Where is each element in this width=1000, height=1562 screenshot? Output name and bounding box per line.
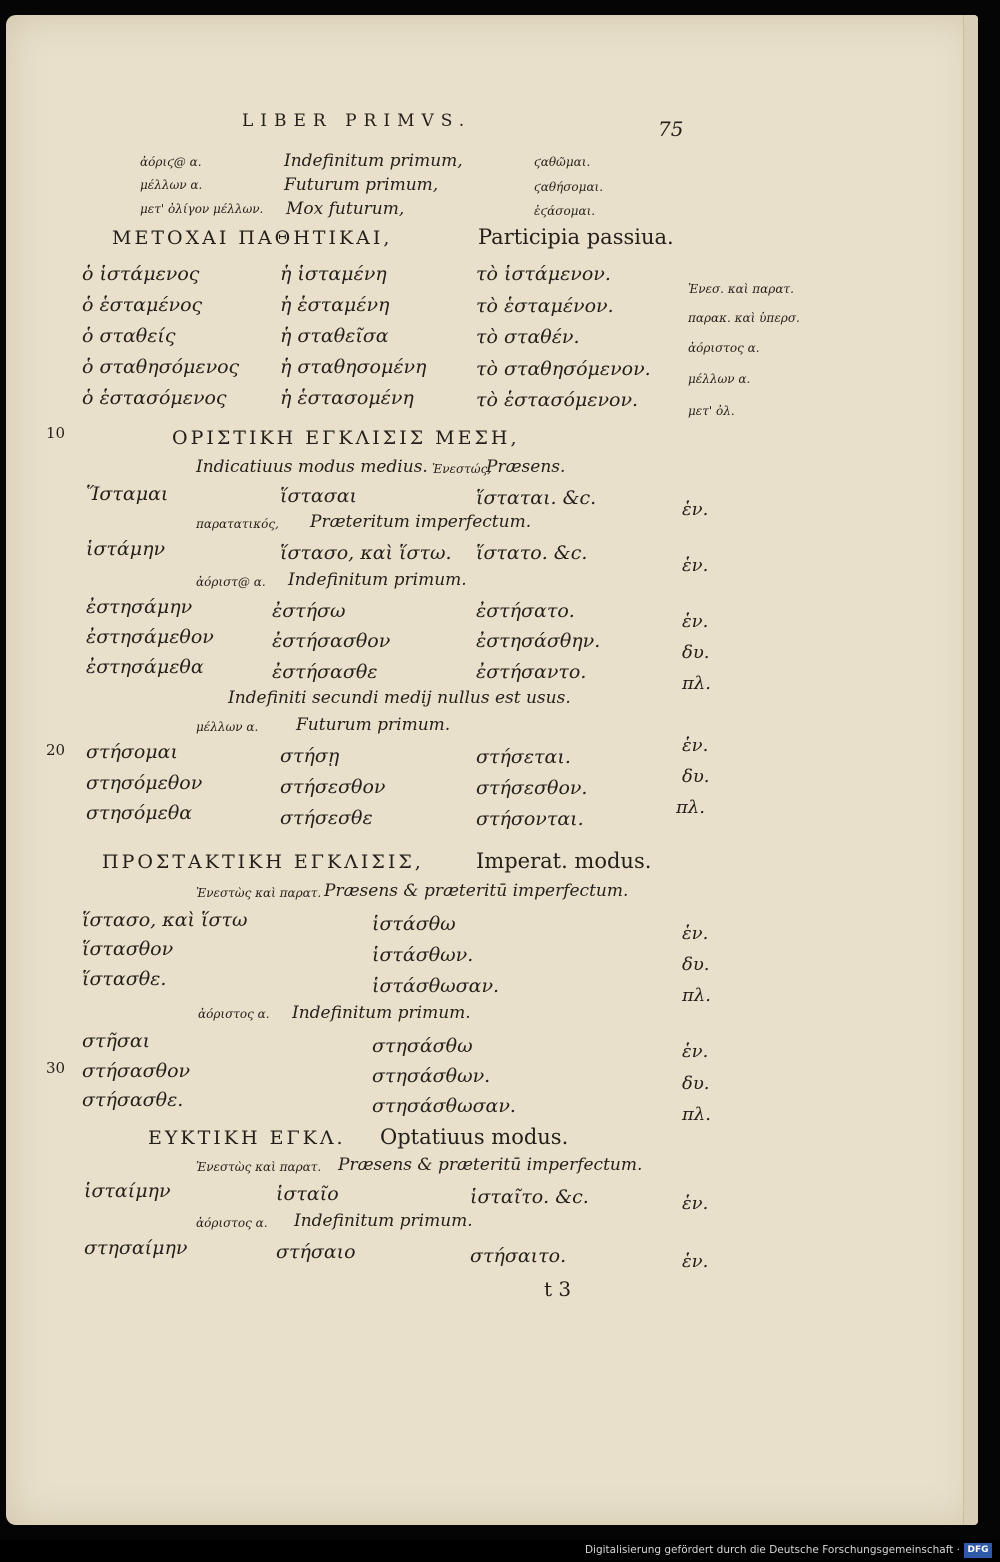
participle-masc-2: ὁ ἑσταμένος xyxy=(82,294,203,316)
number-sg-4: ἑν. xyxy=(682,735,709,756)
indicative-aorist-5: ἐστήσασθον xyxy=(272,630,391,652)
number-pl-4: πλ. xyxy=(682,1104,711,1125)
imperative-aorist-2: στησάσθω xyxy=(372,1035,473,1057)
number-pl-2: πλ. xyxy=(676,797,705,818)
indicative-aorist-4: ἐστησάμεθον xyxy=(86,626,214,648)
number-sg-1: ἑν. xyxy=(682,499,709,520)
futures-greek-1: ἀόριϛ@ α. xyxy=(140,155,202,169)
line-number-10: 10 xyxy=(46,424,66,442)
future-label-latin: Futurum primum. xyxy=(296,715,451,735)
optative-present-1: ἱσταίμην xyxy=(84,1180,171,1202)
number-du-3: δυ. xyxy=(682,954,710,975)
number-du-4: δυ. xyxy=(682,1073,710,1094)
number-du-2: δυ. xyxy=(682,766,710,787)
participle-note-4: μέλλων α. xyxy=(688,372,751,386)
metochai-heading: ΜΕΤΟΧΑΙ ΠΑΘΗΤΙΚΑΙ, xyxy=(112,227,393,249)
number-sg-6: ἑν. xyxy=(682,1041,709,1062)
line-number-20: 20 xyxy=(46,741,66,759)
indicative-aorist-8: ἐστήσασθε xyxy=(272,661,378,683)
euktike-heading-latin: Optatiuus modus. xyxy=(380,1125,569,1149)
optative-aorist-2: στήσαιο xyxy=(276,1241,356,1263)
indicative-present-2: ἵστασαι xyxy=(280,485,358,507)
participle-note-2: παρακ. καὶ ὑπερσ. xyxy=(688,311,800,325)
euktike-aorist-latin: Indefinitum primum. xyxy=(294,1211,473,1231)
euktike-sub-latin: Præsens & præteritū imperfectum. xyxy=(338,1155,643,1175)
participle-fem-3: ἡ σταθεῖσα xyxy=(280,325,389,347)
indicative-future-4: στησόμεθον xyxy=(86,772,203,794)
futures-latin-1: Indefinitum primum, xyxy=(284,151,463,171)
imperfect-label-greek: παρατατικός, xyxy=(196,517,279,531)
footer-bar xyxy=(0,1540,1000,1562)
page-number: 75 xyxy=(658,117,684,141)
optative-present-3: ἱσταῖτο. &c. xyxy=(470,1186,589,1208)
optative-aorist-3: στήσαιτο. xyxy=(470,1245,567,1267)
indicative-future-1: στήσομαι xyxy=(86,741,178,763)
number-sg-3: ἑν. xyxy=(682,611,709,632)
number-sg-5: ἑν. xyxy=(682,923,709,944)
indicative-future-3: στήσεται. xyxy=(476,746,571,768)
futures-latin-2: Futurum primum, xyxy=(284,175,439,195)
number-du-1: δυ. xyxy=(682,642,710,663)
participle-neut-5: τὸ ἑστασόμενον. xyxy=(476,389,639,411)
futures-greek-2: μέλλων α. xyxy=(140,178,203,192)
participle-masc-1: ὁ ἱστάμενος xyxy=(82,263,200,285)
footer-credit: Digitalisierung gefördert durch die Deutsche Forschungsgemeinschaft · xyxy=(584,1544,960,1556)
future-label-greek: μέλλων α. xyxy=(196,720,259,734)
participle-note-5: μετ' ὀλ. xyxy=(688,404,735,418)
imperative-aorist-5: στήσασθε. xyxy=(82,1089,184,1111)
imperative-present-6: ἱστάσθωσαν. xyxy=(372,975,500,997)
oristike-subheading-latin: Indicatiuus modus medius. xyxy=(196,457,428,477)
oristike-subheading-latin2: Præsens. xyxy=(486,457,566,477)
number-pl-3: πλ. xyxy=(682,985,711,1006)
number-sg-2: ἑν. xyxy=(682,555,709,576)
futures-greek-3: μετ' ὀλίγον μέλλων. xyxy=(140,202,264,216)
indicative-aorist-1: ἐστησάμην xyxy=(86,596,193,618)
imperative-present-5: ἵστασθε. xyxy=(82,968,167,990)
imperative-present-3: ἵστασθον xyxy=(82,938,174,960)
indicative-present-1: Ἵσταμαι xyxy=(86,483,169,505)
indicative-present-3: ἵσταται. &c. xyxy=(476,487,597,509)
imperative-aorist-1: στῆσαι xyxy=(82,1030,151,1052)
imperative-present-2: ἱστάσθω xyxy=(372,913,456,935)
participle-masc-4: ὁ σταθησόμενος xyxy=(82,356,240,378)
euktike-sub-greek: Ἐνεστὼς καὶ παρατ. xyxy=(196,1160,322,1174)
imperative-present-1: ἵστασο, καὶ ἵστω xyxy=(82,909,248,931)
imperfect-label-latin: Præteritum imperfectum. xyxy=(310,512,532,532)
imperative-aorist-4: στησάσθων. xyxy=(372,1065,491,1087)
dfg-logo[interactable]: DFG xyxy=(964,1543,992,1558)
indicative-aorist-6: ἐστησάσθην. xyxy=(476,630,601,652)
participle-neut-4: τὸ σταθησόμενον. xyxy=(476,358,651,380)
aorist-label-latin: Indefinitum primum. xyxy=(288,570,467,590)
participle-neut-2: τὸ ἑσταμένον. xyxy=(476,295,614,317)
aorist-label-greek: ἀόριστ@ α. xyxy=(196,575,266,589)
imperative-present-4: ἱστάσθων. xyxy=(372,944,474,966)
imperative-aorist-6: στησάσθωσαν. xyxy=(372,1095,516,1117)
participle-fem-2: ἡ ἑσταμένη xyxy=(280,294,390,316)
participle-note-1: Ἐνεσ. καὶ παρατ. xyxy=(688,282,794,296)
participle-neut-1: τὸ ἱστάμενον. xyxy=(476,263,611,285)
page-edge xyxy=(963,15,978,1525)
running-title: LIBER PRIMVS. xyxy=(242,111,472,131)
indicative-future-7: στησόμεθα xyxy=(86,802,193,824)
metochai-heading-latin: Participia passiua. xyxy=(478,225,674,249)
participle-neut-3: τὸ σταθέν. xyxy=(476,326,580,348)
participle-note-3: ἀόριστος α. xyxy=(688,341,760,355)
participle-fem-4: ἡ σταθησομένη xyxy=(280,356,427,378)
futures-right-2: ϛαθήσομαι. xyxy=(534,180,604,194)
prostaktike-aorist-greek: ἀόριστος α. xyxy=(198,1007,270,1021)
indicative-future-2: στήσῃ xyxy=(280,745,340,767)
oristike-heading: ΟΡΙΣΤΙΚΗ ΕΓΚΛΙΣΙΣ ΜΕΣΗ, xyxy=(172,427,520,449)
futures-right-3: ἑϛάσομαι. xyxy=(534,204,596,218)
prostaktike-aorist-latin: Indefinitum primum. xyxy=(292,1003,471,1023)
optative-aorist-1: στησαίμην xyxy=(84,1237,188,1259)
indicative-future-9: στήσονται. xyxy=(476,808,584,830)
indicative-imperfect-3: ἵστατο. &c. xyxy=(476,542,588,564)
prostaktike-heading-latin: Imperat. modus. xyxy=(476,849,652,873)
note-secundi: Indefiniti secundi medij nullus est usus. xyxy=(228,688,571,708)
participle-fem-1: ἡ ἱσταμένη xyxy=(280,263,387,285)
signature-mark: t 3 xyxy=(544,1277,572,1301)
optative-present-2: ἱσταῖο xyxy=(276,1183,339,1205)
imperative-aorist-3: στήσασθον xyxy=(82,1060,191,1082)
line-number-30: 30 xyxy=(46,1059,66,1077)
futures-right-1: ϛαθῶμαι. xyxy=(534,155,591,169)
indicative-future-5: στήσεσθον xyxy=(280,776,386,798)
prostaktike-sub-greek: Ἐνεστὼς καὶ παρατ. xyxy=(196,886,322,900)
euktike-aorist-greek: ἀόριστος α. xyxy=(196,1216,268,1230)
euktike-heading: ΕΥΚΤΙΚΗ ΕΓΚΛ. xyxy=(148,1127,346,1149)
number-sg-8: ἑν. xyxy=(682,1251,709,1272)
prostaktike-sub-latin: Præsens & præteritū imperfectum. xyxy=(324,881,629,901)
indicative-aorist-7: ἐστησάμεθα xyxy=(86,656,204,678)
book-page xyxy=(6,15,978,1525)
indicative-future-8: στήσεσθε xyxy=(280,807,373,829)
participle-masc-5: ὁ ἑστασόμενος xyxy=(82,387,227,409)
participle-fem-5: ἡ ἑστασομένη xyxy=(280,387,414,409)
number-sg-7: ἑν. xyxy=(682,1193,709,1214)
number-pl-1: πλ. xyxy=(682,673,711,694)
prostaktike-heading: ΠΡΟΣΤΑΚΤΙΚΗ ΕΓΚΛΙΣΙΣ, xyxy=(102,851,424,873)
indicative-imperfect-2: ἵστασο, καὶ ἵστω. xyxy=(280,542,452,564)
indicative-future-6: στήσεσθον. xyxy=(476,777,588,799)
indicative-aorist-2: ἐστήσω xyxy=(272,600,346,622)
futures-latin-3: Mox futurum, xyxy=(286,199,405,219)
participle-masc-3: ὁ σταθείς xyxy=(82,325,176,347)
indicative-aorist-9: ἐστήσαντο. xyxy=(476,661,587,683)
indicative-aorist-3: ἐστήσατο. xyxy=(476,600,575,622)
oristike-subheading-greek: Ἐνεστώς, xyxy=(432,462,492,476)
indicative-imperfect-1: ἱστάμην xyxy=(86,538,166,560)
